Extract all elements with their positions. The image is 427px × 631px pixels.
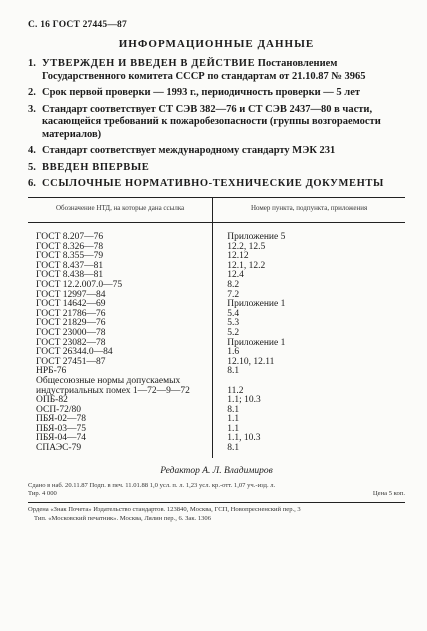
- table-row: ГОСТ 23082—78 Приложение 1: [28, 339, 405, 349]
- table-row: ПБЯ-03—75 1.1: [28, 425, 405, 435]
- table-row: ГОСТ 12997—84 7.2: [28, 291, 405, 301]
- table-row: СПАЭС-79 8.1: [28, 444, 405, 458]
- table-row: ГОСТ 8.207—76 Приложение 5: [28, 223, 405, 243]
- print-details: Сдано в наб. 20.11.87 Подп. в печ. 11.01.88 1,0 усл. п. л. 1,23 усл. кр.-отт. 1,07 уч.-изд. л. Тир. 4 000 Цена 5 коп.: [28, 481, 405, 497]
- column-header-clauses: Номер пункта, подпункта, приложения: [213, 197, 405, 223]
- table-row: ГОСТ 21829—76 5.3: [28, 319, 405, 329]
- column-header-documents: Обозначение НТД, на которые дана ссылка: [28, 197, 213, 223]
- table-row: ОПБ-82 1.1; 10.3: [28, 396, 405, 406]
- info-item: 6. ССЫЛОЧНЫЕ НОРМАТИВНО-ТЕХНИЧЕСКИЕ ДОКУМЕНТЫ: [28, 178, 384, 189]
- table-row: ПБЯ-04—74 1.1, 10.3: [28, 434, 405, 444]
- page-header: С. 16 ГОСТ 27445—87: [28, 20, 127, 30]
- editor-line: Редактор А. Л. Владимиров: [160, 465, 273, 476]
- info-list: [28, 58, 405, 191]
- table-row: ГОСТ 26344.0—84 1.6: [28, 348, 405, 358]
- info-item: 5. ВВЕДЕН ВПЕРВЫЕ: [28, 161, 150, 173]
- table-row: ГОСТ 8.438—81 12.4: [28, 271, 405, 281]
- table-row: ГОСТ 8.355—79 12.12: [28, 252, 405, 262]
- info-item: 1. УТВЕРЖДЕН И ВВЕДЕН В ДЕЙСТВИЕ Постановлением Государственного комитета СССР по стандартам от 21.10.87 № 3965: [28, 58, 366, 82]
- divider: [28, 502, 405, 503]
- table-row: ГОСТ 12.2.007.0—75 8.2: [28, 281, 405, 291]
- table-row: ГОСТ 14642—69 Приложение 1: [28, 300, 405, 310]
- table-row: ГОСТ 23000—78 5.2: [28, 329, 405, 339]
- table-row: ОСП-72/80 8.1: [28, 406, 405, 416]
- table-row: ГОСТ 8.326—78 12.2, 12.5: [28, 243, 405, 253]
- table-row: ГОСТ 21786—76 5.4: [28, 310, 405, 320]
- reference-table: [28, 197, 405, 458]
- info-item: 3. Стандарт соответствует СТ СЭВ 382—76 и СТ СЭВ 2437—80 в части, касающейся требований к пожаробезопасности (группы возгораемости материалов): [28, 103, 381, 140]
- table-row: Общесоюзные нормы допускаемых индустриальных помех 1—72—9—72 11.2: [28, 377, 405, 396]
- table-row: ГОСТ 8.437—81 12.1, 12.2: [28, 262, 405, 272]
- info-item: 2. Срок первой проверки — 1993 г., периодичность проверки — 5 лет: [28, 87, 361, 98]
- info-item: 4. Стандарт соответствует международному стандарту МЭК 231: [28, 145, 336, 156]
- section-title: ИНФОРМАЦИОННЫЕ ДАННЫЕ: [118, 38, 315, 50]
- table-row: ПБЯ-02—78 1.1: [28, 415, 405, 425]
- table-row: НРБ-76 8.1: [28, 367, 405, 377]
- table-row: ГОСТ 27451—87 12.10, 12.11: [28, 358, 405, 368]
- publisher-imprint: Ордена «Знак Почета» Издательство стандартов. 123840, Москва, ГСП, Новопресненский пер., 3 Тип. «Московский печатник». Москва, Лялин пер., 6. Зак. 1306: [28, 506, 301, 522]
